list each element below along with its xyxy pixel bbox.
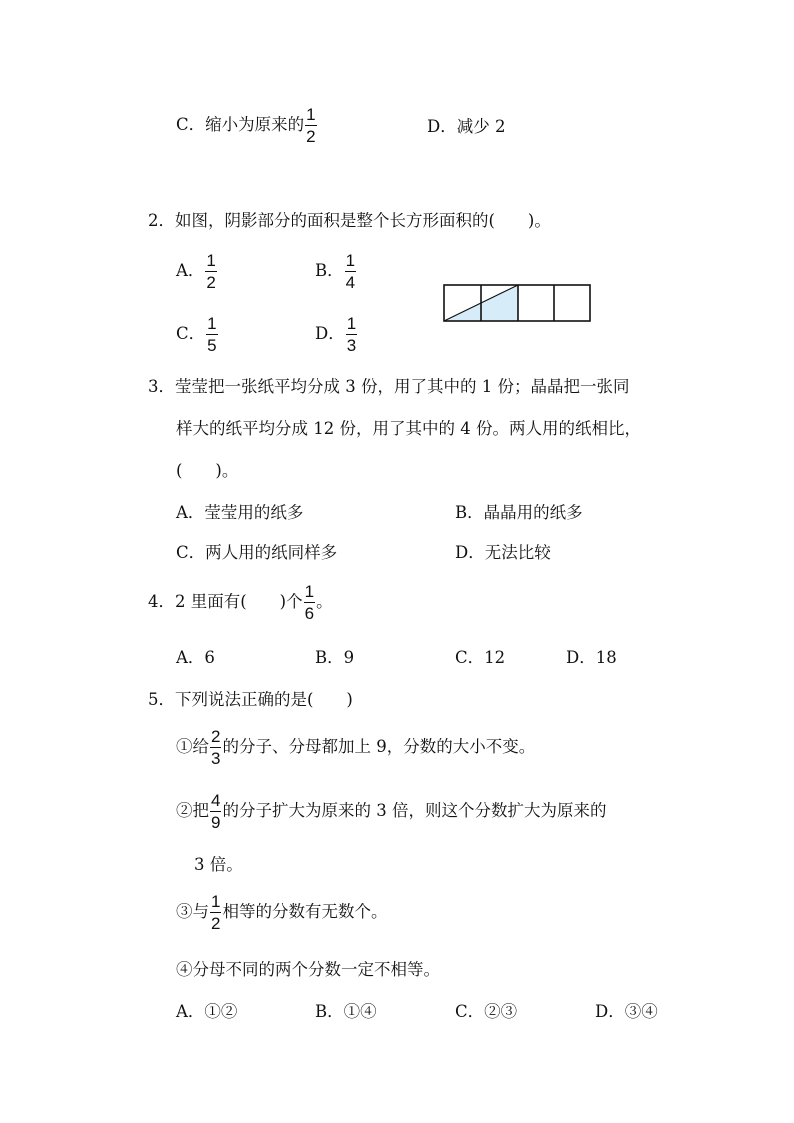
question-text: 2 里面有( )个 [175,592,303,611]
fraction [210,893,221,932]
option-label: D． [455,543,485,562]
option-text: 缩小为原来的 [205,115,305,134]
q5-statement-4: ④分母不同的两个分数一定不相等。 [176,960,440,979]
q3-stem-line1 [148,379,629,396]
fraction-denominator: 3 [346,336,357,355]
q5-statement-3 [176,893,387,932]
q5-option-c[interactable] [455,1004,517,1021]
fraction [346,315,357,354]
question-text: 莹莹把一张纸平均分成 3 份，用了其中的 1 份；晶晶把一张同 [175,377,630,396]
fraction [205,252,216,291]
question-text: 下列说法正确的是( ) [175,690,353,709]
fraction-denominator: 4 [345,273,356,292]
fraction [210,792,221,831]
option-text: 18 [595,648,617,667]
q5-stem [148,692,353,709]
fraction-denominator: 3 [211,749,221,768]
option-label: D． [566,648,596,667]
prev-option-d[interactable] [427,119,505,136]
option-text: ②③ [484,1002,518,1021]
option-label: C． [455,1002,485,1021]
fraction [206,315,217,354]
question-number: 3． [148,377,175,396]
question-text-end: 。 [316,592,333,611]
option-text: ③④ [624,1002,658,1021]
question-number: 5． [148,690,175,709]
q3-option-c[interactable] [176,545,337,562]
option-text: 9 [343,648,355,667]
fraction-numerator: 1 [211,892,221,911]
option-label: B． [315,1002,344,1021]
fraction-denominator: 2 [306,127,316,146]
q3-option-a[interactable] [176,505,303,522]
q5-option-d[interactable] [595,1004,658,1021]
q5-statement-2-continued: 3 倍。 [194,855,243,874]
option-label: C． [455,648,485,667]
fraction-denominator: 2 [206,273,216,292]
question-number: 4． [148,592,175,611]
question-text: 如图，阴影部分的面积是整个长方形面积的( )。 [175,211,551,230]
fraction-denominator: 2 [211,914,221,933]
fraction-denominator: 9 [211,813,221,832]
q2-option-d[interactable] [315,315,358,354]
option-text: 6 [204,648,215,667]
q4-option-b[interactable] [315,650,354,667]
fraction-numerator: 4 [211,791,221,810]
q2-option-c[interactable] [176,315,219,354]
statement-text: 的分子扩大为原来的 3 倍，则这个分数扩大为原来的 [222,801,607,820]
fraction-denominator: 6 [304,604,315,623]
fraction [210,728,221,767]
option-label: A． [176,648,205,667]
q4-stem [148,583,333,622]
q3-option-d[interactable] [455,545,551,562]
q4-option-d[interactable] [566,650,617,667]
statement-text: 相等的分数有无数个。 [222,902,388,921]
option-label: D． [427,117,457,136]
option-label: A． [176,1002,205,1021]
fraction-numerator: 1 [345,251,356,270]
option-text: ①④ [343,1002,377,1021]
q3-stem-line2: 样大的纸平均分成 12 份，用了其中的 4 份。两人用的纸相比， [176,419,641,438]
statement-prefix: ②把 [176,801,209,820]
q5-statement-1 [176,728,535,767]
option-label: B． [315,648,344,667]
fraction-denominator: 5 [207,336,217,355]
option-label: C． [176,115,206,134]
statement-prefix: ③与 [176,902,209,921]
option-label: D． [315,324,345,343]
q5-statement-2 [176,792,606,831]
option-label: B． [455,503,484,522]
fraction-numerator: 2 [211,727,221,746]
fraction-numerator: 1 [346,314,357,333]
fraction [305,106,316,145]
option-text: 减少 2 [456,117,506,136]
fraction-numerator: 1 [207,314,217,333]
q4-option-a[interactable] [176,650,215,667]
q2-stem [148,213,551,230]
q2-option-a[interactable] [176,252,218,291]
option-label: D． [595,1002,625,1021]
option-label: B． [315,261,344,280]
q2-option-b[interactable] [315,252,357,291]
q2-rectangle-figure [443,284,593,324]
fraction [345,252,356,291]
fraction-numerator: 1 [206,251,216,270]
fraction-numerator: 1 [304,582,315,601]
option-text: ①② [204,1002,238,1021]
question-number: 2． [148,211,175,230]
q4-option-c[interactable] [455,650,505,667]
option-text: 无法比较 [484,543,551,562]
statement-prefix: ①给 [176,737,209,756]
option-text: 晶晶用的纸多 [483,503,583,522]
fraction-numerator: 1 [306,105,316,124]
q3-stem-line3: ( )。 [176,461,239,480]
q3-option-b[interactable] [455,505,583,522]
q5-option-b[interactable] [315,1004,377,1021]
fraction [304,583,315,622]
option-text: 12 [484,648,506,667]
option-text: 莹莹用的纸多 [204,503,304,522]
prev-option-c[interactable] [176,106,318,145]
option-text: 两人用的纸同样多 [205,543,338,562]
option-label: A． [176,503,205,522]
q5-option-a[interactable] [176,1004,237,1021]
option-label: C． [176,543,206,562]
option-label: A． [176,261,205,280]
option-label: C． [176,324,206,343]
statement-text: 的分子、分母都加上 9，分数的大小不变。 [222,737,536,756]
